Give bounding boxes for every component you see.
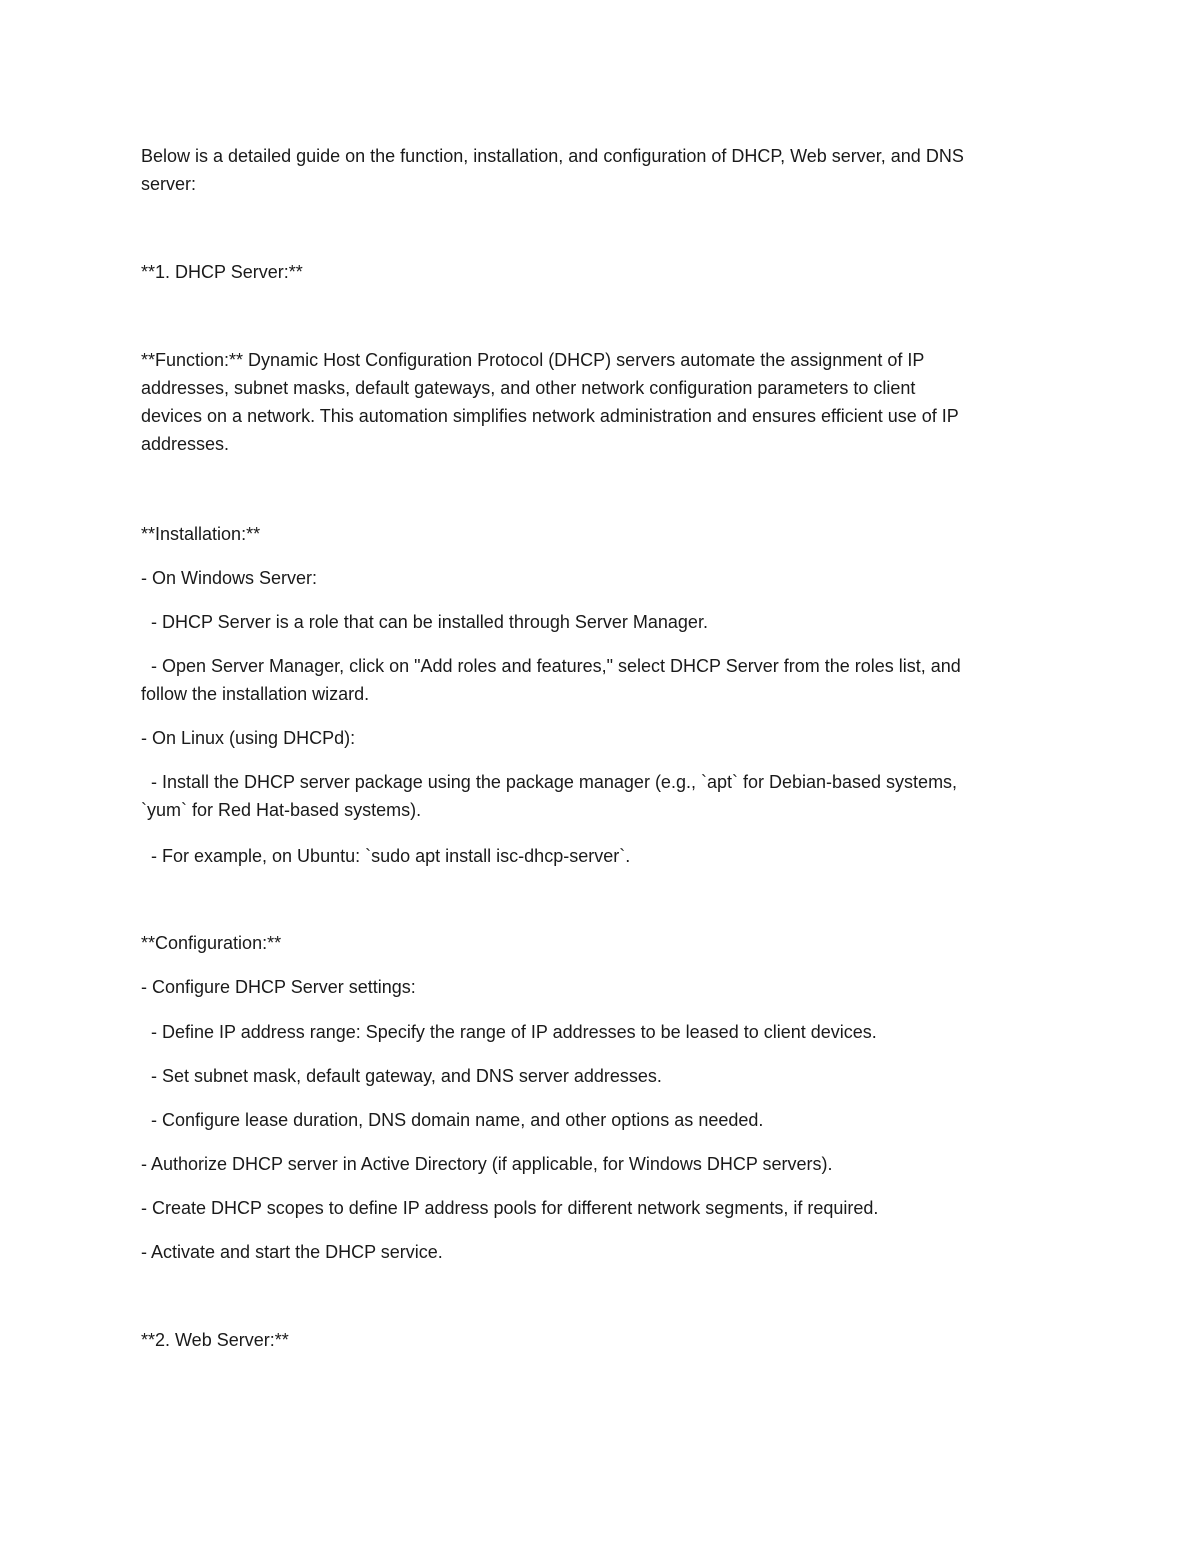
installation-heading: **Installation:** bbox=[141, 524, 261, 544]
configuration-item: - Configure lease duration, DNS domain name, and other options as needed. bbox=[151, 1110, 764, 1130]
function-line-4: addresses. bbox=[141, 434, 230, 454]
function-line-1: **Function:** Dynamic Host Configuration Protocol (DHCP) servers automate the assignment of IP bbox=[141, 350, 925, 370]
configuration-item: - Configure DHCP Server settings: bbox=[141, 977, 416, 997]
intro-line-1: Below is a detailed guide on the function, installation, and configuration of DHCP, Web server, and DNS bbox=[141, 146, 964, 166]
installation-item: - Open Server Manager, click on "Add roles and features," select DHCP Server from the roles list, and bbox=[151, 656, 961, 676]
configuration-item: - Authorize DHCP server in Active Directory (if applicable, for Windows DHCP servers). bbox=[141, 1154, 833, 1174]
configuration-item: - Create DHCP scopes to define IP address pools for different network segments, if required. bbox=[141, 1198, 879, 1218]
configuration-item: - Set subnet mask, default gateway, and DNS server addresses. bbox=[151, 1066, 662, 1086]
installation-item: - On Linux (using DHCPd): bbox=[141, 728, 356, 748]
configuration-item: - Activate and start the DHCP service. bbox=[141, 1242, 443, 1262]
installation-item: - DHCP Server is a role that can be installed through Server Manager. bbox=[151, 612, 708, 632]
configuration-heading: **Configuration:** bbox=[141, 933, 282, 953]
installation-item: - For example, on Ubuntu: `sudo apt install isc-dhcp-server`. bbox=[151, 846, 631, 866]
function-line-3: devices on a network. This automation simplifies network administration and ensures efficient use of IP bbox=[141, 406, 959, 426]
function-line-2: addresses, subnet masks, default gateways, and other network configuration parameters to client bbox=[141, 378, 916, 398]
installation-item: - On Windows Server: bbox=[141, 568, 318, 588]
configuration-item: - Define IP address range: Specify the range of IP addresses to be leased to client devices. bbox=[151, 1022, 877, 1042]
dhcp-section-heading: **1. DHCP Server:** bbox=[141, 262, 303, 282]
installation-item: - Install the DHCP server package using the package manager (e.g., `apt` for Debian-based systems, bbox=[151, 772, 958, 792]
web-server-section-heading: **2. Web Server:** bbox=[141, 1330, 289, 1350]
installation-item: follow the installation wizard. bbox=[141, 684, 370, 704]
installation-item: `yum` for Red Hat-based systems). bbox=[141, 800, 422, 820]
intro-line-2: server: bbox=[141, 174, 197, 194]
